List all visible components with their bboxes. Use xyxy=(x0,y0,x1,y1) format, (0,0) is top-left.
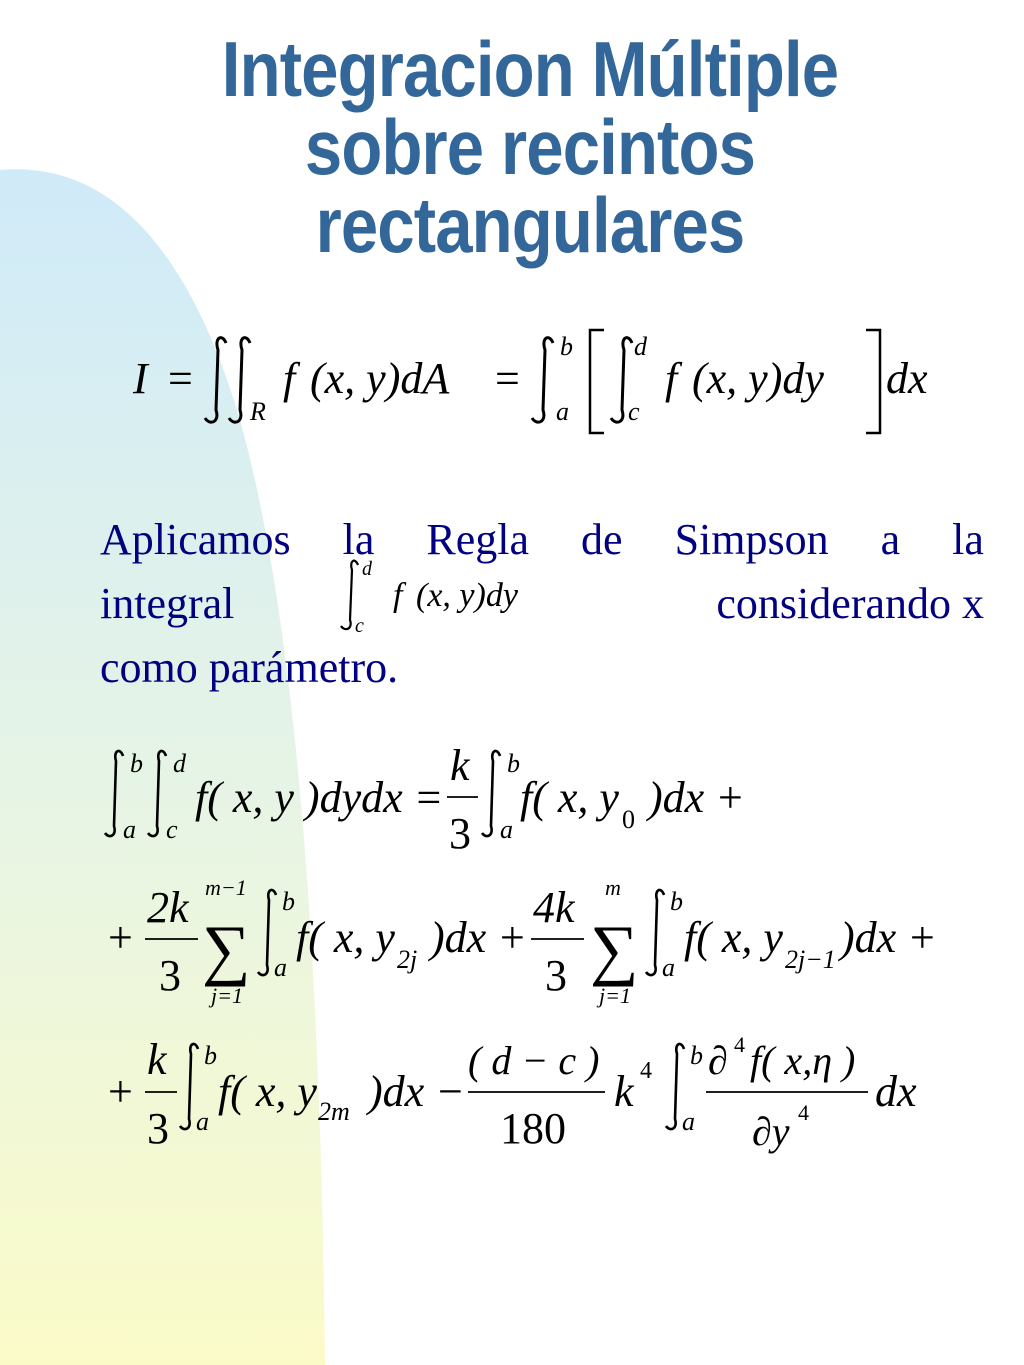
row1-lhs: f( x, y )dydx = xyxy=(195,773,444,822)
row3-num-body: f( x,η ) xyxy=(750,1038,856,1083)
row1-integral-1 xyxy=(105,751,123,836)
row1-integral-2 xyxy=(148,751,166,836)
title-line-3: rectangulares xyxy=(315,181,745,269)
row2-term1: f( x, y xyxy=(296,913,395,962)
row2-sum1-bottom: j=1 xyxy=(211,983,243,1008)
row3-a1: a xyxy=(196,1107,209,1136)
row2-plus: + xyxy=(108,913,133,962)
row2-term2: f( x, y xyxy=(684,913,783,962)
inline-f: f xyxy=(393,577,403,614)
row1-tail: )dx + xyxy=(648,773,745,822)
row3-pow4: 4 xyxy=(640,1058,652,1084)
eq1-integral-outer xyxy=(532,338,553,423)
row3-k4: k xyxy=(614,1067,634,1116)
paragraph-line-3: como parámetro. xyxy=(100,643,399,692)
row3-sub1: 2m xyxy=(318,1097,350,1126)
eq1-args2: (x, y)dy xyxy=(692,354,824,403)
word: Aplicamos xyxy=(100,515,291,564)
word: a xyxy=(880,515,901,564)
row3-plus: + xyxy=(108,1067,133,1116)
eq1-region-R: R xyxy=(250,397,266,426)
row3-frac2-num: ( d − c ) xyxy=(468,1038,600,1083)
title-line-2: sobre recintos xyxy=(304,103,756,191)
row2-frac1-den: 3 xyxy=(159,951,181,1000)
row2-tail2: )dx + xyxy=(840,913,937,962)
row1-a2: a xyxy=(500,815,513,844)
row1-b2: b xyxy=(507,749,520,778)
inline-args: (x, y)dy xyxy=(416,577,518,614)
row3-dx: dx xyxy=(875,1067,917,1116)
word: de xyxy=(581,515,623,564)
row2-frac2-num: 4k xyxy=(533,883,575,932)
row2-frac1-num: 2k xyxy=(147,883,189,932)
row2-a2: a xyxy=(662,953,675,982)
row3-partial-num: ∂ xyxy=(708,1038,728,1083)
word: la xyxy=(342,515,375,564)
row2-tail1: )dx + xyxy=(430,913,527,962)
equation-double-integral xyxy=(132,330,928,433)
row2-b1: b xyxy=(282,887,295,916)
paragraph-line-2-start: integral xyxy=(100,579,235,628)
title-line-1: Integracion Múltiple xyxy=(221,25,839,113)
row2-sum2-top: m xyxy=(605,875,621,900)
formula-row-1 xyxy=(105,741,745,858)
word: la xyxy=(952,515,984,564)
inline-upper-d: d xyxy=(362,558,372,580)
row1-a1: a xyxy=(123,815,136,844)
row1-c1: c xyxy=(166,815,178,844)
word: Regla xyxy=(426,515,530,564)
eq1-dx: dx xyxy=(886,354,928,403)
eq1-I: I xyxy=(133,354,148,403)
eq1-right-bracket xyxy=(866,330,880,433)
row1-b1: b xyxy=(130,749,143,778)
formula-row-3 xyxy=(108,1032,917,1154)
row1-rhs: f( x, y xyxy=(520,773,619,822)
row2-sum1-top: m−1 xyxy=(205,875,247,900)
row2-sum2-bottom: j=1 xyxy=(599,983,631,1008)
row2-frac2-den: 3 xyxy=(545,951,567,1000)
eq1-f: f xyxy=(283,354,296,403)
paragraph-line-2-end: considerando x xyxy=(716,579,984,628)
eq1-equals-2: = xyxy=(495,354,520,403)
row1-d1: d xyxy=(173,749,186,778)
row1-k: k xyxy=(450,741,470,790)
row3-tail1: )dx − xyxy=(368,1067,465,1116)
row1-three: 3 xyxy=(449,809,471,858)
eq1-upper-b: b xyxy=(560,332,573,361)
row3-b1: b xyxy=(204,1041,217,1070)
formula-row-2 xyxy=(108,875,937,1008)
row2-sum2-sigma: ∑ xyxy=(590,911,639,987)
word: Simpson xyxy=(674,515,829,564)
eq1-left-bracket xyxy=(590,330,604,433)
row3-partial-pow: 4 xyxy=(734,1032,745,1057)
eq1-args1: (x, y)dA xyxy=(310,354,450,403)
row2-sub2: 2j−1 xyxy=(785,945,836,974)
eq1-integral-sign-2 xyxy=(229,338,250,423)
row3-frac1-num: k xyxy=(147,1035,167,1084)
row2-a1: a xyxy=(274,953,287,982)
paragraph-line-1 xyxy=(100,508,984,572)
eq1-upper-d: d xyxy=(634,332,647,361)
row3-den-pow: 4 xyxy=(798,1100,809,1125)
row2-sub1: 2j xyxy=(397,945,418,974)
row3-a2: a xyxy=(682,1107,695,1136)
row3-frac1-den: 3 xyxy=(147,1104,169,1153)
row1-sub0: 0 xyxy=(622,805,635,834)
eq1-lower-c: c xyxy=(628,397,640,426)
eq1-lower-a: a xyxy=(556,397,569,426)
eq1-equals: = xyxy=(168,354,193,403)
row3-den: ∂y xyxy=(752,1109,790,1154)
row3-b2: b xyxy=(690,1041,703,1070)
row1-integral-3 xyxy=(482,751,500,836)
row2-b2: b xyxy=(670,887,683,916)
row3-frac2-den: 180 xyxy=(500,1104,566,1153)
eq1-integral-sign-1 xyxy=(205,338,226,423)
inline-lower-c: c xyxy=(355,615,364,637)
eq1-f-inner: f xyxy=(665,354,678,403)
row2-sum1-sigma: ∑ xyxy=(202,911,251,987)
row3-term1: f( x, y xyxy=(218,1067,317,1116)
